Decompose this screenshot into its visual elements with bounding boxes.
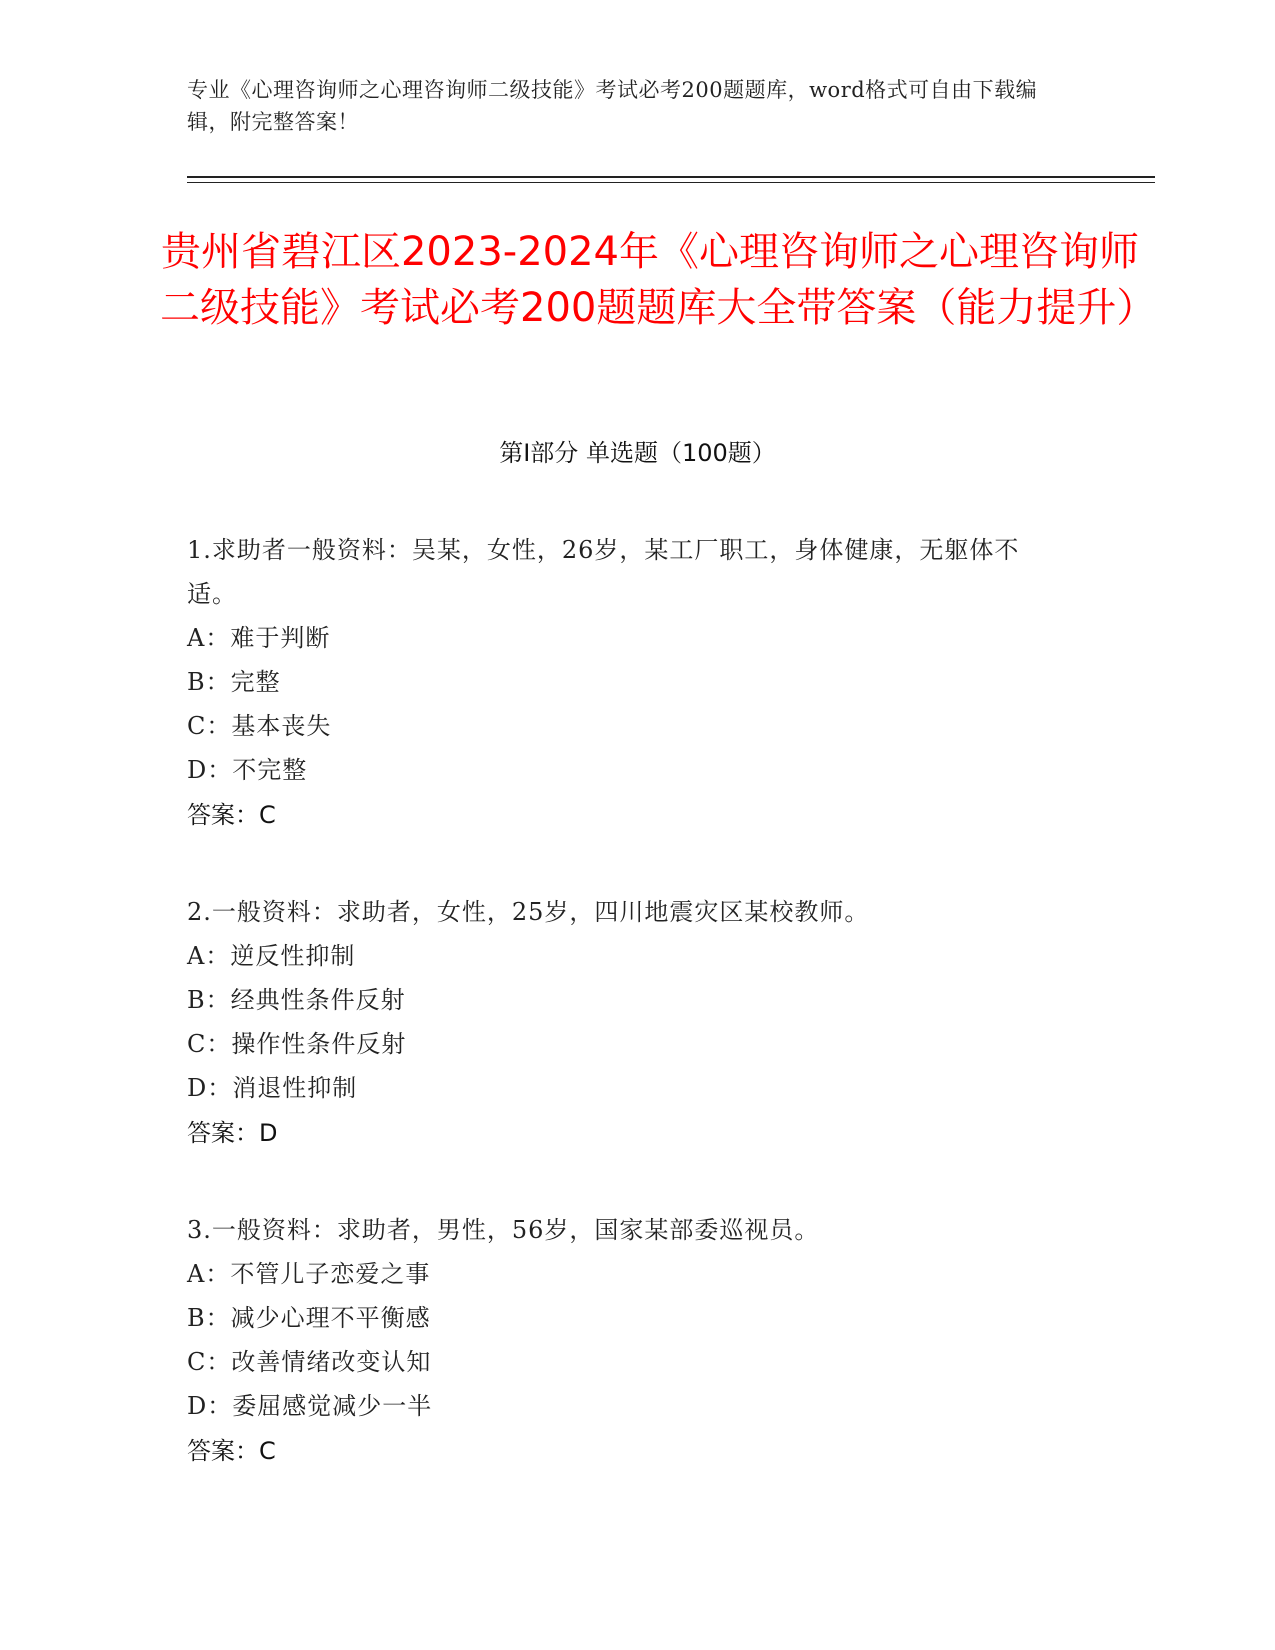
option-d: D：消退性抑制	[187, 1074, 358, 1102]
question-stem: 2.一般资料：求助者，女性，25岁，四川地震灾区某校教师。	[187, 898, 870, 926]
question-item	[187, 890, 1067, 1156]
option-a: A：不管儿子恋爱之事	[187, 1260, 431, 1288]
option-a: A：难于判断	[187, 624, 331, 652]
option-d: D：不完整	[187, 756, 308, 784]
question-item	[187, 528, 1067, 838]
answer-line: 答案：C	[187, 1437, 276, 1465]
option-a: A：逆反性抑制	[187, 942, 356, 970]
header-rule-thick	[187, 176, 1155, 178]
header-note: 专业《心理咨询师之心理咨询师二级技能》考试必考200题题库，word格式可自由下载编辑，附完整答案！	[187, 78, 1038, 134]
question-stem: 3.一般资料：求助者，男性，56岁，国家某部委巡视员。	[187, 1216, 820, 1244]
question-stem: 1.求助者一般资料：吴某，女性，26岁，某工厂职工，身体健康，无躯体不适。	[187, 536, 1020, 608]
answer-line: 答案：D	[187, 1119, 278, 1147]
section-heading: 第I部分 单选题（100题）	[499, 439, 776, 467]
option-c: C：改善情绪改变认知	[187, 1348, 432, 1376]
option-b: B：完整	[187, 668, 281, 696]
document-title: 贵州省碧江区2023-2024年《心理咨询师之心理咨询师二级技能》考试必考200题题库大全带答案（能力提升）	[160, 229, 1157, 331]
option-c: C：操作性条件反射	[187, 1030, 407, 1058]
option-d: D：委屈感觉减少一半	[187, 1392, 433, 1420]
option-b: B：经典性条件反射	[187, 986, 406, 1014]
answer-line: 答案：C	[187, 801, 276, 829]
option-c: C：基本丧失	[187, 712, 332, 740]
question-item	[187, 1208, 1067, 1474]
question-list	[187, 528, 1067, 1526]
option-b: B：减少心理不平衡感	[187, 1304, 431, 1332]
header-rule-thin	[187, 182, 1155, 183]
